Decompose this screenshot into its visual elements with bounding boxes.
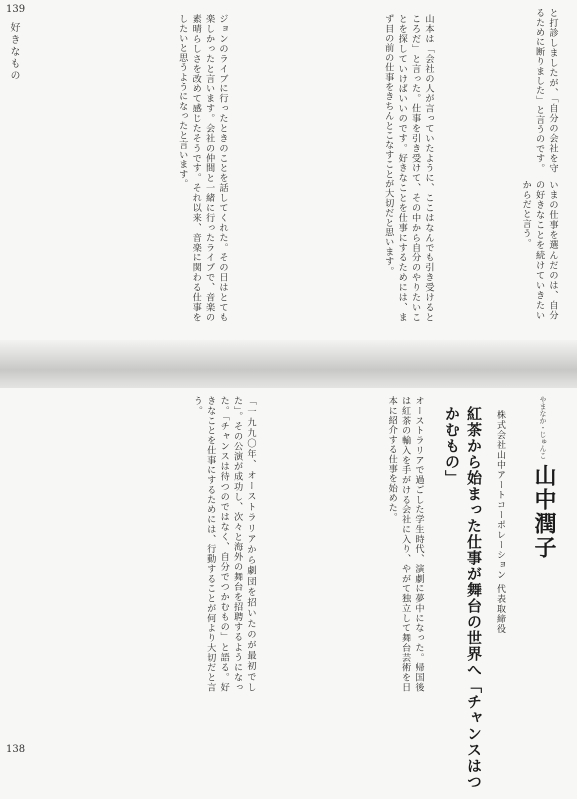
profile-title [528, 396, 559, 560]
text-column: 「一九九〇年、オーストラリアから劇団を招いたのが最初でした」。その公演が成功し、次々と海外の舞台を招聘するようになった。「チャンスは待つのではなく、自分でつかむもの」と語る。好きなことを仕事にするためには、行動することが何より大切だと言う。 [191, 396, 256, 692]
page-number-bottom: 138 [6, 744, 26, 755]
person-name: 山中潤子 [531, 464, 556, 561]
text-column: 山本は「会社の人が言っていたように、ここはなんでも引き受けるところだ」と言った。仕事を引き受けて、その中から自分のやりたいことを探していけばいいのです。好きなことを仕事にするためには、まず目の前の仕事をきちんとこなすことが大切だと思います。 [382, 14, 434, 322]
name-kana: やまなか・じゅんこ [539, 396, 547, 459]
text-column: と打診しましたが、「自分の会社を守るために断りました」と言うのです。 [533, 8, 558, 173]
running-head: 好きなもの [8, 22, 19, 82]
page-number-top: 139 [6, 4, 26, 15]
text-column: いまの仕事を選んだのは、自分の好きなことを続けていきたいからだと言う。 [520, 180, 558, 320]
article-headline: 紅茶から始まった仕事が舞台の世界へ「チャンスはつかむもの」 [443, 406, 483, 790]
company-title: 株式会社山中アートコーポレーション 代表取締役 [495, 410, 505, 634]
text-column: オーストラリアで過ごした学生時代、演劇に夢中になった。帰国後は紅茶の輸入を手がける会社に入り、やがて独立して舞台芸術を日本に紹介する仕事を始めた。 [386, 396, 424, 692]
bottom-page [0, 388, 577, 799]
top-page [0, 0, 577, 352]
text-column: ジョンのライブに行ったときのことを話してくれた。その日はとても楽しかったと言います。会社の仲間と一緒に行ったライブで、音楽の素晴らしさを改めて感じたそうです。それ以来、音楽に関わる仕事をしたいと思うようになったと言います。 [176, 14, 228, 322]
